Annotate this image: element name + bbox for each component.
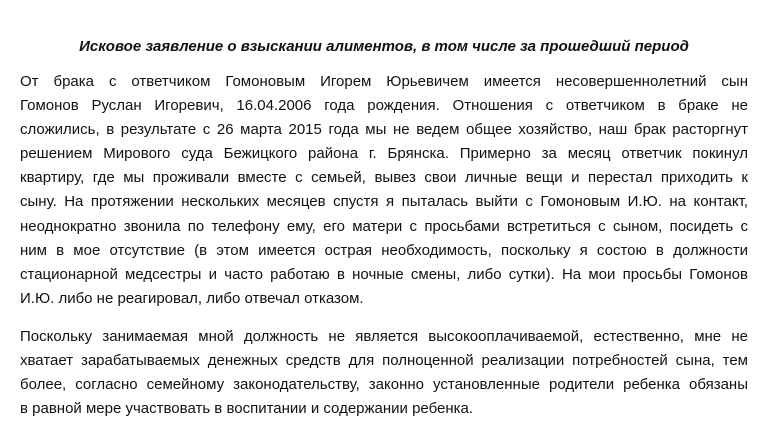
document-title: Исковое заявление о взыскании алиментов, в том числе за прошедший период <box>79 38 689 55</box>
text-line: хватает зарабатываемых денежных средств для полноценной реализации потребностей сына, тем <box>20 352 748 370</box>
text-line: От брака с ответчиком Гомоновым Игорем Юрьевичем имеется несовершеннолетний сын <box>20 73 748 90</box>
text-line: сложились, в результате с 26 марта 2015 года мы не ведем общее хозяйство, наш брак расторгнут <box>20 121 748 139</box>
document-page <box>20 38 748 435</box>
text-line: ним в мое отсутствие (в этом имеется острая необходимость, поскольку я состою в должности <box>20 241 748 259</box>
text-line: более, согласно семейному законодательству, законно установленные родители ребенка обязаны <box>20 376 748 394</box>
text-line: неоднократно звонила по телефону ему, его матери с просьбами встретиться с сыном, посидеть с <box>20 217 748 235</box>
text-line: Поскольку занимаемая мной должность не является высокооплачиваемой, естественно, мне не <box>20 327 748 345</box>
paragraph-financial-situation <box>20 325 748 421</box>
text-line: Гомонов Руслан Игоревич, 16.04.2006 года рождения. Отношения с ответчиком в браке не <box>20 97 748 115</box>
text-line: квартиру, где мы проживали вместе с семьей, вывез свои личные вещи и перестал приходить к <box>20 169 748 187</box>
text-line: в равной мере участвовать в воспитании и содержании ребенка. <box>20 400 474 418</box>
text-line: сыну. На протяжении нескольких месяцев спустя я пыталась выйти с Гомоновым И.Ю. на контакт, <box>20 193 748 211</box>
text-line: стационарной медсестры и часто работаю в ночные смены, либо сутки). На мои просьбы Гомонов <box>20 265 748 283</box>
text-line: решением Мирового суда Бежицкого района г. Брянска. Примерно за месяц ответчик покинул <box>20 145 748 163</box>
paragraph-family-relations <box>20 70 748 311</box>
text-line: И.Ю. либо не реагировал, либо отвечал отказом. <box>20 289 364 307</box>
